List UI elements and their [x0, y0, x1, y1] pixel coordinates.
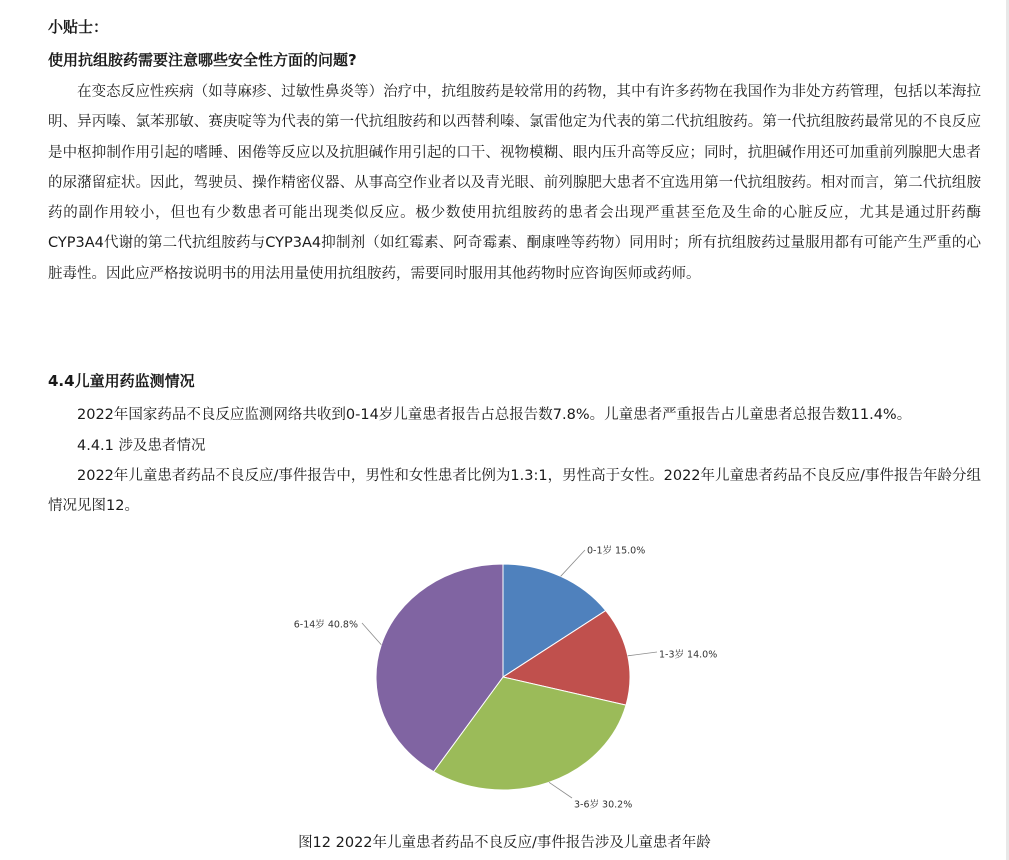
section-summary: 2022年国家药品不良反应监测网络共收到0-14岁儿童患者报告占总报告数7.8%。儿童患者严重报告占儿童患者总报告数11.4%。 [77, 407, 912, 423]
leader-line-0-1 [561, 550, 585, 576]
tips-label: 小贴士： [48, 18, 109, 36]
leader-line-1-3 [628, 652, 657, 656]
figure-caption: 图12 2022年儿童患者药品不良反应/事件报告涉及儿童患者年龄 [298, 835, 711, 851]
pie-label-1-3: 1-3岁 14.0% [659, 649, 718, 661]
section-paragraph: 2022年儿童患者药品不良反应/事件报告中，男性和女性患者比例为1.3:1，男性高于女性。2022年儿童患者药品不良反应/事件报告年龄分组情况见图12。 [48, 468, 981, 515]
tips-paragraph: 在变态反应性疾病（如荨麻疹、过敏性鼻炎等）治疗中，抗组胺药是较常用的药物，其中有许多药物在我国作为非处方药管理，包括以苯海拉明、异丙嗪、氯苯那敏、赛庚啶等为代表的第一代抗组胺药和以西替利嗪、氯雷他定为代表的第二代抗组胺药。第一代抗组胺药最常见的不良反应是中枢抑制作用引起的嗜睡、困倦等反应以及抗胆碱作用引起的口干、视物模糊、眼内压升高等反应；同时，抗胆碱作用还可加重前列腺肥大患者的尿潴留症状。因此，驾驶员、操作精密仪器、从事高空作业者以及青光眼、前列腺肥大患者不宜选用第一代抗组胺药。相对而言，第二代抗组胺药的副作用较小，但也有少数患者可能出现类似反应。极少数使用抗组胺药的患者会出现严重甚至危及生命的心脏反应，尤其是通过肝药酶CYP3A4代谢的第二代抗组胺药与CYP3A4抑制剂（如红霉素、阿奇霉素、酮康唑等药物）同用时；所有抗组胺药过量服用都有可能产生严重的心脏毒性。因此应严格按说明书的用法用量使用抗组胺药，需要同时服用其他药物时应咨询医师或药师。 [48, 84, 981, 282]
tips-question: 使用抗组胺药需要注意哪些安全性方面的问题? [48, 51, 357, 69]
pie-label-0-1: 0-1岁 15.0% [587, 545, 646, 557]
pie-label-3-6: 3-6岁 30.2% [574, 799, 633, 811]
pie-label-6-14: 6-14岁 40.8% [293, 619, 358, 631]
section-subheading: 4.4.1 涉及患者情况 [77, 438, 206, 454]
leader-line-3-6 [549, 782, 572, 798]
leader-line-6-14 [362, 623, 381, 645]
section-heading: 4.4儿童用药监测情况 [48, 372, 195, 390]
